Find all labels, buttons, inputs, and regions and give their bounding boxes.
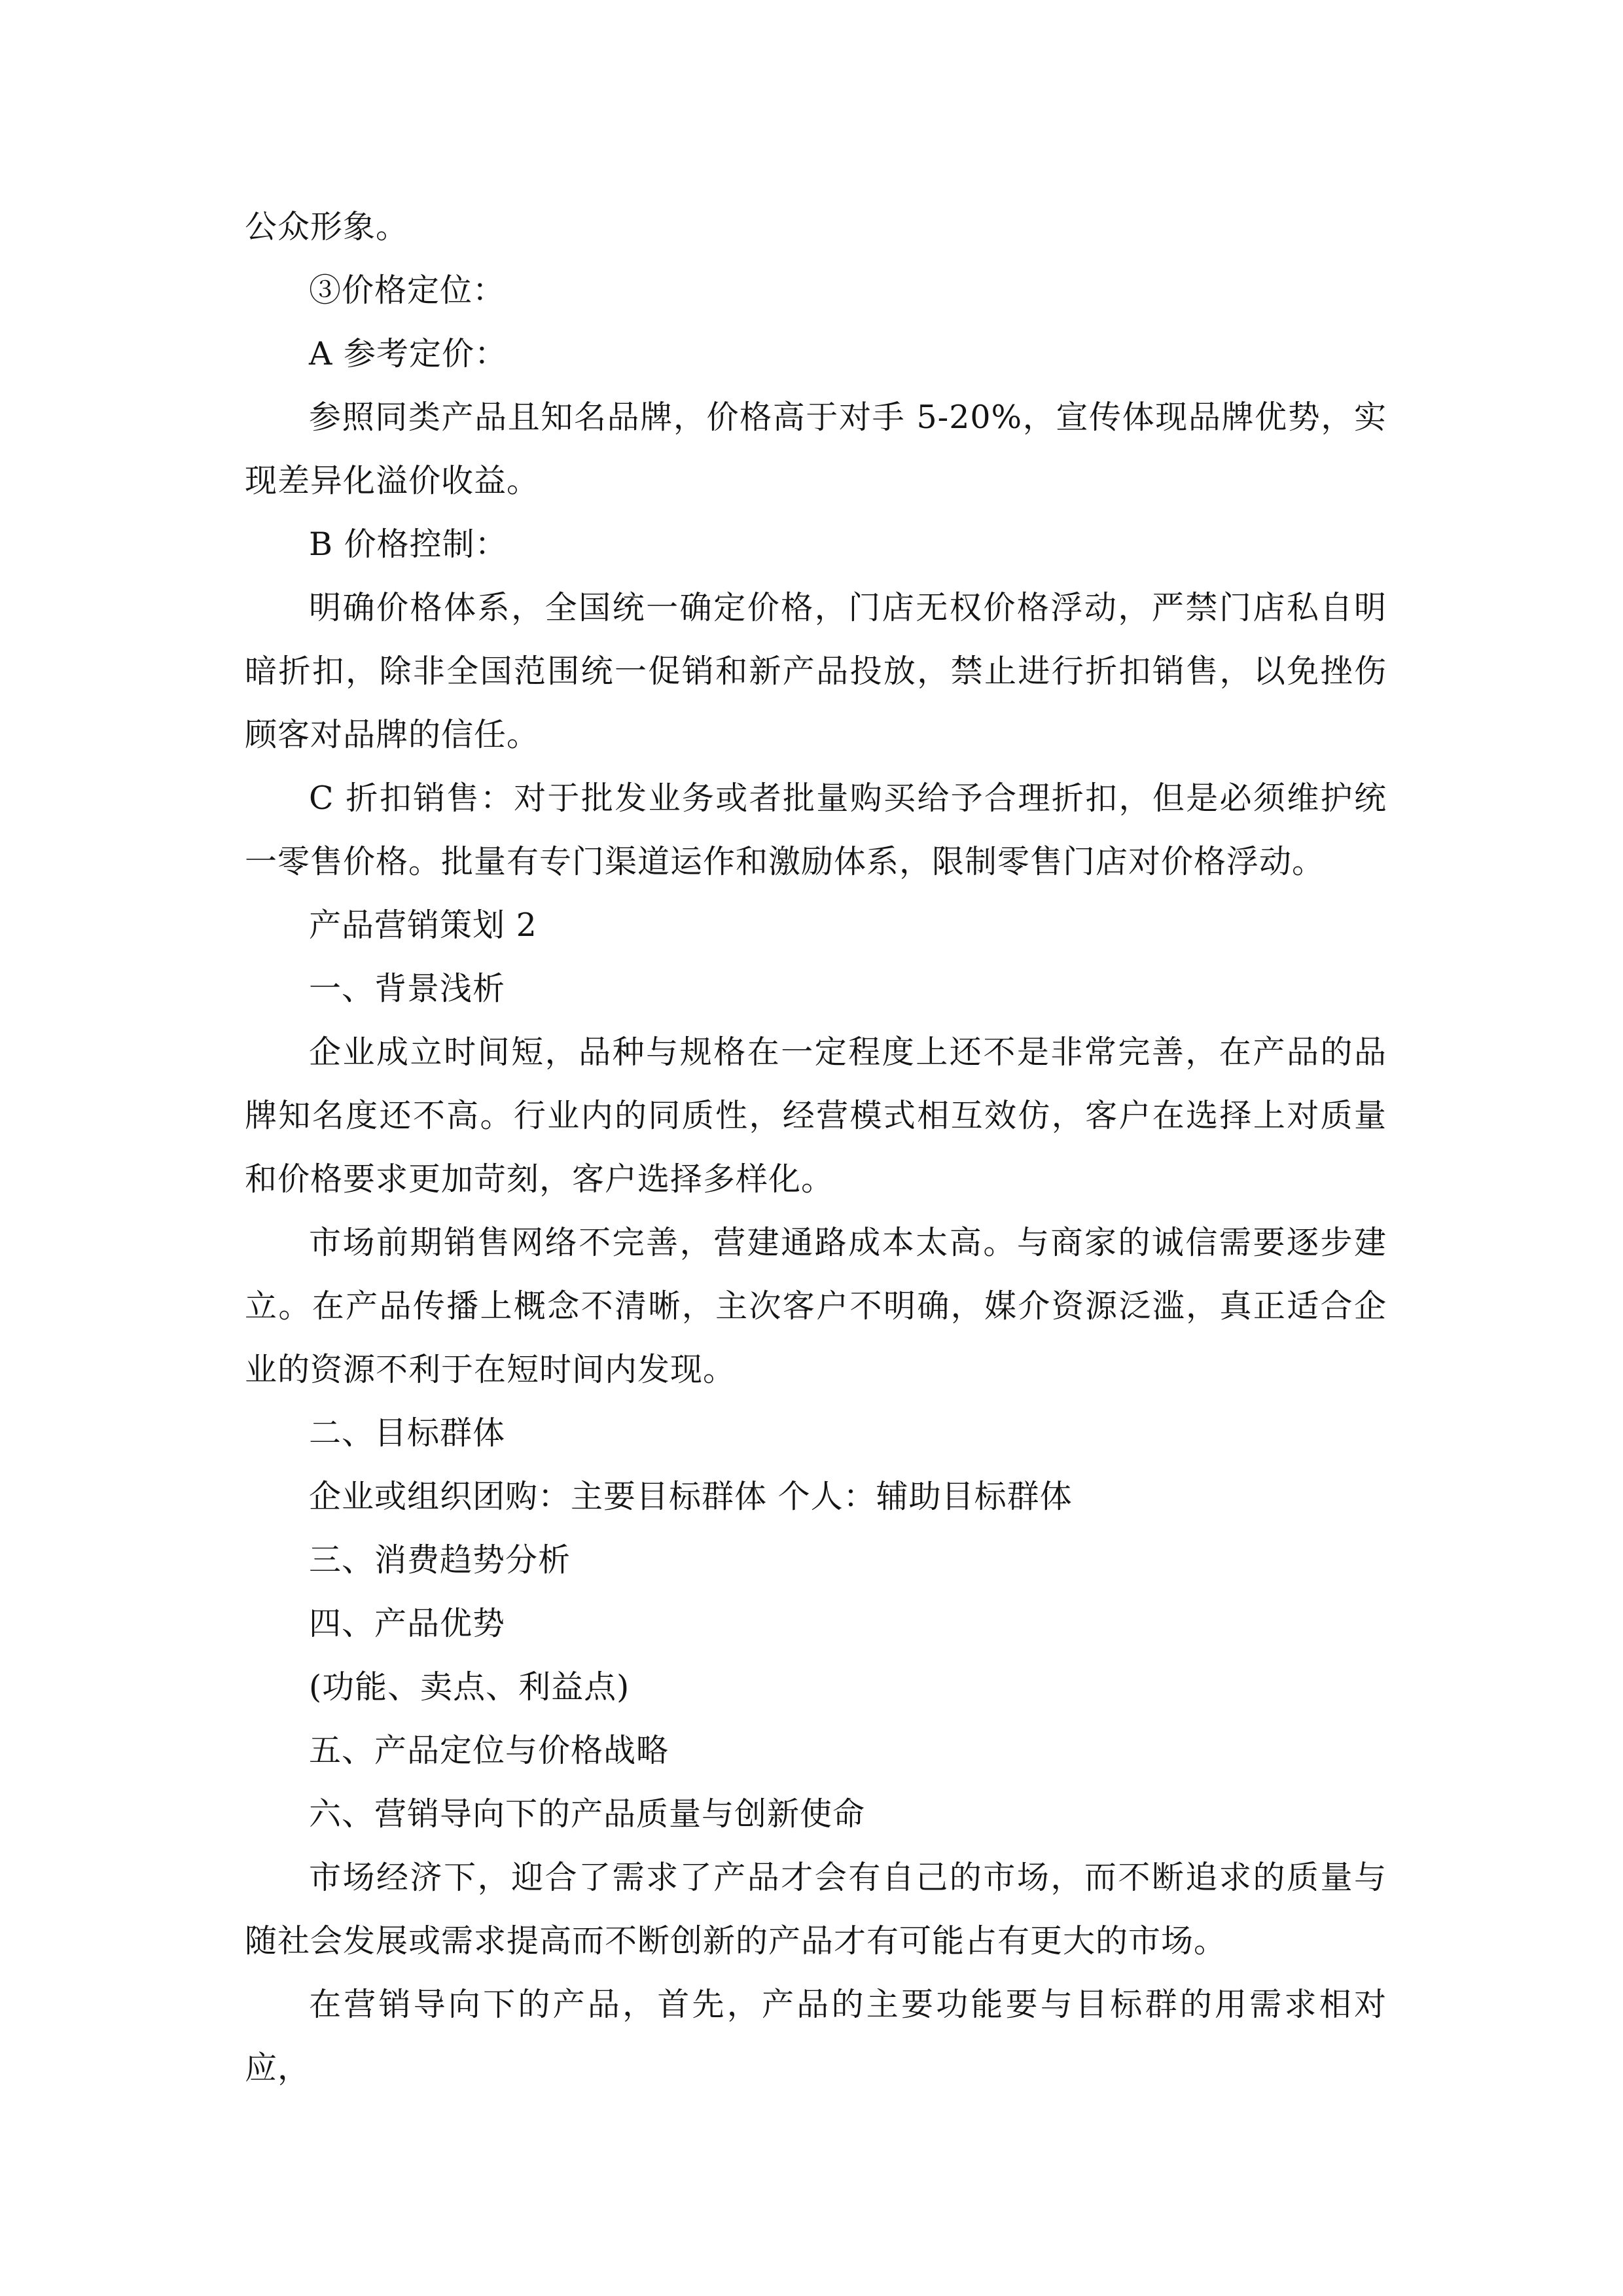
paragraph: 公众形象。 [245, 208, 409, 245]
heading: 三、消费趋势分析 [309, 1541, 571, 1579]
paragraph: B 价格控制： [309, 526, 508, 563]
paragraph: 参照同类产品且知名品牌，价格高于对手 5-20%，宣传体现品牌优势，实现差异化溢价收益。 [245, 399, 1387, 499]
paragraph: 市场经济下，迎合了需求了产品才会有自己的市场，而不断追求的质量与随社会发展或需求提高而不断创新的产品才有可能占有更大的市场。 [245, 1859, 1387, 1960]
section-title: 产品营销策划 2 [309, 906, 537, 944]
heading: 四、产品优势 [309, 1605, 506, 1642]
paragraph: 明确价格体系，全国统一确定价格，门店无权价格浮动，严禁门店私自明暗折扣，除非全国范围统一促销和新产品投放，禁止进行折扣销售，以免挫伤顾客对品牌的信任。 [245, 589, 1387, 753]
paragraph: A 参考定价： [309, 335, 507, 372]
heading: 六、营销导向下的产品质量与创新使命 [309, 1795, 866, 1833]
document-body [245, 195, 1387, 2100]
heading: 一、背景浅析 [309, 970, 506, 1007]
paragraph: (功能、卖点、利益点) [309, 1668, 630, 1706]
paragraph: C 折扣销售：对于批发业务或者批量购买给予合理折扣，但是必须维护统一零售价格。批量有专门渠道运作和激励体系，限制零售门店对价格浮动。 [245, 780, 1387, 880]
paragraph: ③价格定位： [309, 272, 506, 309]
paragraph: 在营销导向下的产品，首先，产品的主要功能要与目标群的用需求相对应， [245, 1986, 1387, 2087]
paragraph: 企业成立时间短，品种与规格在一定程度上还不是非常完善，在产品的品牌知名度还不高。行业内的同质性，经营模式相互效仿，客户在选择上对质量和价格要求更加苛刻，客户选择多样化。 [245, 1033, 1387, 1198]
heading: 五、产品定位与价格战略 [309, 1732, 669, 1769]
heading: 二、目标群体 [309, 1414, 506, 1452]
paragraph: 市场前期销售网络不完善，营建通路成本太高。与商家的诚信需要逐步建立。在产品传播上概念不清晰，主次客户不明确，媒介资源泛滥，真正适合企业的资源不利于在短时间内发现。 [245, 1224, 1387, 1388]
paragraph: 企业或组织团购：主要目标群体 个人：辅助目标群体 [309, 1478, 1073, 1515]
